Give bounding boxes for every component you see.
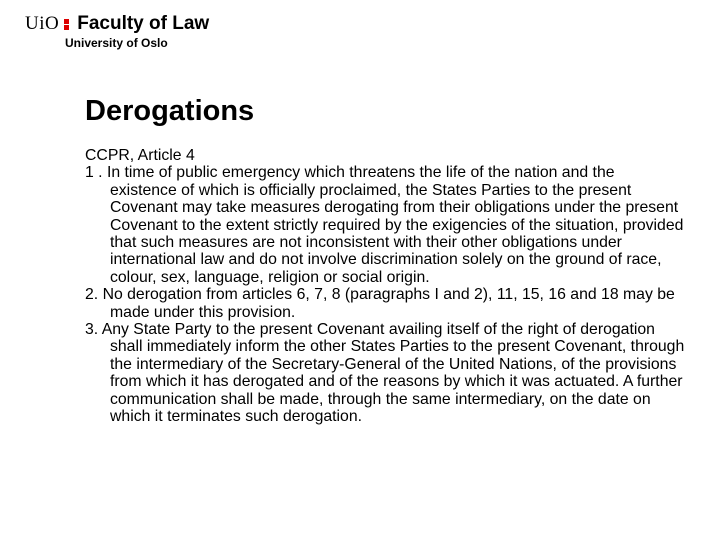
slide-body [85, 147, 685, 426]
logo-dot-bottom [64, 25, 69, 30]
uio-wordmark: UiO [25, 13, 60, 34]
logo-row [25, 13, 209, 35]
university-name: University of Oslo [65, 36, 168, 50]
university-logo [25, 13, 209, 50]
logo-dot-top [64, 19, 69, 24]
paragraph-2: 2. No derogation from articles 6, 7, 8 (paragraphs I and 2), 11, 15, 16 and 18 may be made under this provision. [85, 286, 675, 321]
faculty-name: Faculty of Law [77, 13, 210, 34]
logo-dots-icon [64, 19, 69, 30]
paragraph-1: 1 . In time of public emergency which threatens the life of the nation and the existence of which is officially proclaimed, the States Parties to the present Covenant may take measures derogating from their obligations under the present Covenant to the extent strictly required by the exigencies of the situation, provided that such measures are not inconsistent with their other obligations under international law and do not involve discrimination solely on the ground of race, colour, sex, language, religion or social origin. [85, 164, 684, 286]
article-subheading: CCPR, Article 4 [85, 147, 195, 164]
paragraph-3: 3. Any State Party to the present Covenant availing itself of the right of derogation shall immediately inform the other States Parties to the present Covenant, through the intermediary of the Secretary-General of the United Nations, of the provisions from which it has derogated and of the reasons by which it was actuated. A further communication shall be made, through the same intermediary, on the date on which it terminates such derogation. [85, 321, 685, 426]
slide-title: Derogations [85, 95, 255, 127]
